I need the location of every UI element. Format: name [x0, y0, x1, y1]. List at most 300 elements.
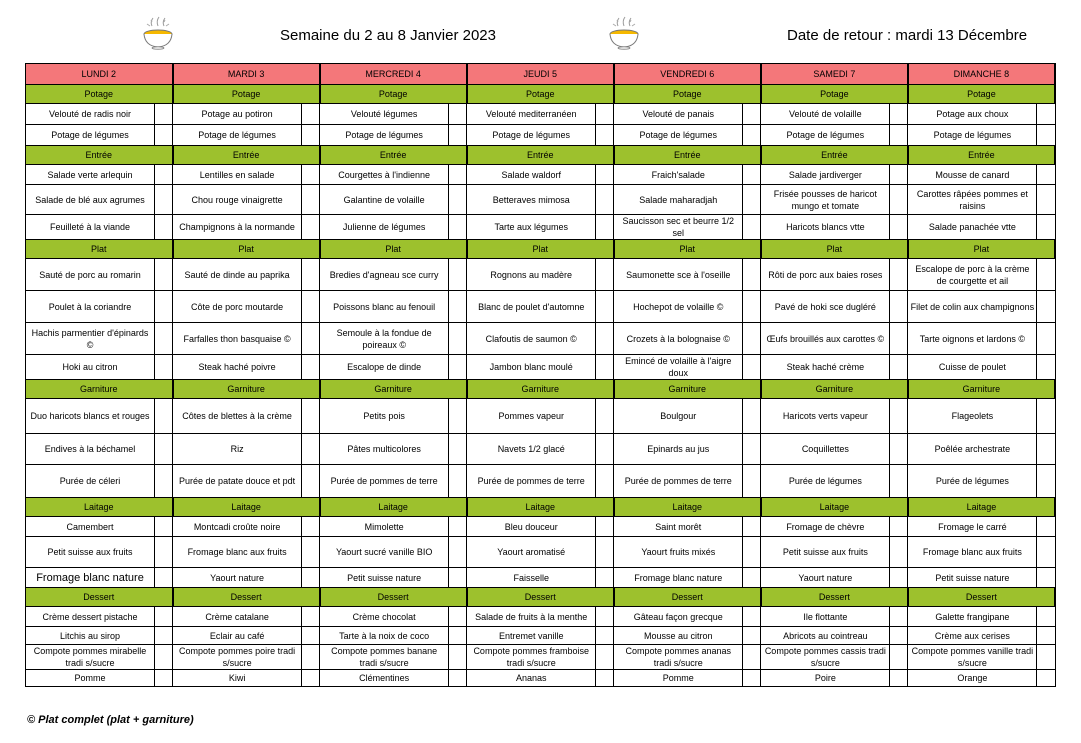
section-header: Potage — [761, 85, 908, 104]
menu-item: Sauté de dinde au paprika — [173, 259, 302, 291]
menu-item: Salade jardiverger — [761, 165, 890, 185]
menu-item: Purée de légumes — [761, 465, 890, 498]
section-header: Entrée — [26, 146, 173, 165]
menu-item: Steak haché poivre — [173, 355, 302, 380]
section-header: Entrée — [173, 146, 320, 165]
empty-cell — [1037, 517, 1055, 537]
empty-cell — [890, 323, 908, 355]
section-header-row — [26, 85, 1056, 104]
empty-cell — [302, 537, 320, 568]
menu-item: Sauté de porc au romarin — [26, 259, 155, 291]
menu-item: Crème aux cerises — [908, 627, 1037, 645]
menu-item: Hochepot de volaille © — [614, 291, 743, 323]
section-header: Entrée — [320, 146, 467, 165]
empty-cell — [302, 627, 320, 645]
empty-cell — [596, 104, 614, 125]
empty-cell — [1037, 607, 1055, 627]
menu-item: Compote pommes mirabelle tradi s/sucre — [26, 645, 155, 670]
section-header-row — [26, 498, 1056, 517]
menu-item: Velouté légumes — [320, 104, 449, 125]
empty-cell — [890, 537, 908, 568]
menu-item: Petits pois — [320, 399, 449, 434]
empty-cell — [1037, 670, 1055, 687]
empty-cell — [890, 291, 908, 323]
menu-item: Rôti de porc aux baies roses — [761, 259, 890, 291]
menu-row — [26, 399, 1056, 434]
menu-table — [25, 63, 1056, 687]
menu-item: Bleu douceur — [467, 517, 596, 537]
empty-cell — [155, 104, 173, 125]
section-header: Garniture — [761, 380, 908, 399]
menu-item: Petit suisse aux fruits — [26, 537, 155, 568]
section-header: Potage — [908, 85, 1055, 104]
menu-row — [26, 125, 1056, 146]
day-header: DIMANCHE 8 — [908, 64, 1055, 85]
menu-item: Compote pommes framboise tradi s/sucre — [467, 645, 596, 670]
section-header: Plat — [761, 240, 908, 259]
menu-item: Riz — [173, 434, 302, 465]
empty-cell — [449, 104, 467, 125]
menu-item: Bredies d'agneau sce curry — [320, 259, 449, 291]
empty-cell — [155, 355, 173, 380]
section-header: Dessert — [173, 588, 320, 607]
empty-cell — [449, 568, 467, 588]
section-header-row — [26, 588, 1056, 607]
menu-item: Fromage blanc aux fruits — [173, 537, 302, 568]
empty-cell — [596, 537, 614, 568]
menu-item: Yaourt nature — [173, 568, 302, 588]
menu-item: Purée de pommes de terre — [467, 465, 596, 498]
menu-item: Galette frangipane — [908, 607, 1037, 627]
empty-cell — [449, 165, 467, 185]
empty-cell — [302, 259, 320, 291]
day-header: MARDI 3 — [173, 64, 320, 85]
empty-cell — [743, 104, 761, 125]
menu-table-body — [26, 64, 1056, 687]
menu-item: Compote pommes poire tradi s/sucre — [173, 645, 302, 670]
section-header: Garniture — [26, 380, 173, 399]
menu-item: Tarte aux légumes — [467, 215, 596, 240]
empty-cell — [596, 125, 614, 146]
empty-cell — [743, 399, 761, 434]
empty-cell — [743, 607, 761, 627]
menu-item: Compote pommes ananas tradi s/sucre — [614, 645, 743, 670]
section-header: Potage — [173, 85, 320, 104]
empty-cell — [155, 259, 173, 291]
empty-cell — [302, 323, 320, 355]
empty-cell — [743, 215, 761, 240]
empty-cell — [596, 259, 614, 291]
empty-cell — [596, 215, 614, 240]
menu-item: Mimolette — [320, 517, 449, 537]
menu-item: Feuilleté à la viande — [26, 215, 155, 240]
menu-item: Jambon blanc moulé — [467, 355, 596, 380]
empty-cell — [596, 434, 614, 465]
menu-item: Purée de pommes de terre — [320, 465, 449, 498]
menu-item: Compote pommes vanille tradi s/sucre — [908, 645, 1037, 670]
empty-cell — [155, 607, 173, 627]
menu-item: Emincé de volaille à l'aigre doux — [614, 355, 743, 380]
empty-cell — [890, 399, 908, 434]
empty-cell — [596, 291, 614, 323]
menu-item: Salade waldorf — [467, 165, 596, 185]
empty-cell — [743, 355, 761, 380]
empty-cell — [1037, 125, 1055, 146]
menu-row — [26, 627, 1056, 645]
menu-item: Velouté de volaille — [761, 104, 890, 125]
menu-item: Semoule à la fondue de poireaux © — [320, 323, 449, 355]
menu-item: Faisselle — [467, 568, 596, 588]
menu-item: Kiwi — [173, 670, 302, 687]
section-header: Entrée — [614, 146, 761, 165]
menu-item: Petit suisse aux fruits — [761, 537, 890, 568]
menu-item: Pavé de hoki sce dugléré — [761, 291, 890, 323]
menu-item: Haricots blancs vtte — [761, 215, 890, 240]
day-header: MERCREDI 4 — [320, 64, 467, 85]
menu-item: Pomme — [26, 670, 155, 687]
menu-item: Velouté de panais — [614, 104, 743, 125]
empty-cell — [155, 291, 173, 323]
empty-cell — [302, 670, 320, 687]
menu-item: Boulgour — [614, 399, 743, 434]
menu-item: Coquillettes — [761, 434, 890, 465]
menu-item: Eclair au café — [173, 627, 302, 645]
menu-item: Fromage blanc nature — [614, 568, 743, 588]
day-header-row — [26, 64, 1056, 85]
menu-item: Tarte à la noix de coco — [320, 627, 449, 645]
menu-item: Saint morêt — [614, 517, 743, 537]
section-header: Potage — [26, 85, 173, 104]
menu-item: Duo haricots blancs et rouges — [26, 399, 155, 434]
menu-item: Ananas — [467, 670, 596, 687]
menu-item: Crozets à la bolognaise © — [614, 323, 743, 355]
empty-cell — [449, 645, 467, 670]
empty-cell — [1037, 185, 1055, 215]
empty-cell — [890, 465, 908, 498]
menu-item: Entremet vanille — [467, 627, 596, 645]
menu-item: Compote pommes banane tradi s/sucre — [320, 645, 449, 670]
empty-cell — [449, 259, 467, 291]
empty-cell — [155, 465, 173, 498]
section-header: Potage — [614, 85, 761, 104]
empty-cell — [1037, 537, 1055, 568]
empty-cell — [302, 399, 320, 434]
empty-cell — [1037, 627, 1055, 645]
empty-cell — [449, 627, 467, 645]
empty-cell — [155, 399, 173, 434]
menu-row — [26, 165, 1056, 185]
section-header: Plat — [614, 240, 761, 259]
empty-cell — [743, 259, 761, 291]
empty-cell — [449, 517, 467, 537]
menu-item: Potage de légumes — [908, 125, 1037, 146]
menu-row — [26, 291, 1056, 323]
empty-cell — [449, 215, 467, 240]
menu-item: Salade panachée vtte — [908, 215, 1037, 240]
menu-row — [26, 465, 1056, 498]
section-header: Plat — [173, 240, 320, 259]
menu-item: Escalope de dinde — [320, 355, 449, 380]
empty-cell — [1037, 323, 1055, 355]
empty-cell — [890, 568, 908, 588]
menu-item: Navets 1/2 glacé — [467, 434, 596, 465]
menu-item: Fromage blanc nature — [26, 568, 155, 588]
section-header: Laitage — [908, 498, 1055, 517]
empty-cell — [890, 125, 908, 146]
section-header: Garniture — [173, 380, 320, 399]
empty-cell — [596, 185, 614, 215]
section-header-row — [26, 380, 1056, 399]
section-header: Dessert — [761, 588, 908, 607]
empty-cell — [449, 125, 467, 146]
empty-cell — [302, 125, 320, 146]
menu-item: Clémentines — [320, 670, 449, 687]
empty-cell — [302, 568, 320, 588]
menu-item: Escalope de porc à la crème de courgette et ail — [908, 259, 1037, 291]
empty-cell — [155, 434, 173, 465]
empty-cell — [302, 645, 320, 670]
menu-row — [26, 537, 1056, 568]
menu-item: Purée de céleri — [26, 465, 155, 498]
empty-cell — [302, 104, 320, 125]
empty-cell — [890, 627, 908, 645]
menu-item: Potage aux choux — [908, 104, 1037, 125]
empty-cell — [1037, 355, 1055, 380]
menu-item: Betteraves mimosa — [467, 185, 596, 215]
menu-item: Tarte oignons et lardons © — [908, 323, 1037, 355]
empty-cell — [743, 125, 761, 146]
empty-cell — [449, 434, 467, 465]
empty-cell — [743, 185, 761, 215]
empty-cell — [596, 323, 614, 355]
page-title: Semaine du 2 au 8 Janvier 2023 — [280, 27, 496, 44]
soup-bowl-icon — [606, 14, 642, 50]
menu-item: Hoki au citron — [26, 355, 155, 380]
menu-item: Crème dessert pistache — [26, 607, 155, 627]
menu-item: Fraich'salade — [614, 165, 743, 185]
empty-cell — [1037, 259, 1055, 291]
empty-cell — [596, 627, 614, 645]
menu-item: Purée de pommes de terre — [614, 465, 743, 498]
menu-item: Yaourt fruits mixés — [614, 537, 743, 568]
section-header: Dessert — [320, 588, 467, 607]
menu-item: Rognons au madère — [467, 259, 596, 291]
menu-item: Côtes de blettes à la crème — [173, 399, 302, 434]
empty-cell — [155, 185, 173, 215]
empty-cell — [596, 568, 614, 588]
day-header: SAMEDI 7 — [761, 64, 908, 85]
menu-item: Steak haché crème — [761, 355, 890, 380]
day-header: VENDREDI 6 — [614, 64, 761, 85]
empty-cell — [155, 125, 173, 146]
menu-item: Litchis au sirop — [26, 627, 155, 645]
menu-item: Poulet à la coriandre — [26, 291, 155, 323]
empty-cell — [596, 607, 614, 627]
menu-item: Chou rouge vinaigrette — [173, 185, 302, 215]
menu-item: Salade maharadjah — [614, 185, 743, 215]
empty-cell — [155, 670, 173, 687]
menu-item: Frisée pousses de haricot mungo et tomate — [761, 185, 890, 215]
empty-cell — [1037, 104, 1055, 125]
empty-cell — [1037, 399, 1055, 434]
empty-cell — [743, 537, 761, 568]
empty-cell — [155, 517, 173, 537]
menu-row — [26, 568, 1056, 588]
empty-cell — [449, 291, 467, 323]
menu-item: Mousse de canard — [908, 165, 1037, 185]
menu-item: Crème chocolat — [320, 607, 449, 627]
menu-item: Fromage le carré — [908, 517, 1037, 537]
menu-item: Compote pommes cassis tradi s/sucre — [761, 645, 890, 670]
section-header: Plat — [908, 240, 1055, 259]
empty-cell — [302, 434, 320, 465]
menu-item: Orange — [908, 670, 1037, 687]
section-header: Garniture — [320, 380, 467, 399]
empty-cell — [890, 104, 908, 125]
menu-item: Flageolets — [908, 399, 1037, 434]
empty-cell — [302, 185, 320, 215]
menu-item: Mousse au citron — [614, 627, 743, 645]
empty-cell — [743, 165, 761, 185]
menu-item: Yaourt aromatisé — [467, 537, 596, 568]
empty-cell — [743, 517, 761, 537]
menu-item: Ile flottante — [761, 607, 890, 627]
menu-item: Haricots verts vapeur — [761, 399, 890, 434]
day-header: JEUDI 5 — [467, 64, 614, 85]
empty-cell — [743, 627, 761, 645]
menu-item: Fromage de chèvre — [761, 517, 890, 537]
section-header: Dessert — [908, 588, 1055, 607]
empty-cell — [449, 323, 467, 355]
section-header: Laitage — [614, 498, 761, 517]
menu-item: Fromage blanc aux fruits — [908, 537, 1037, 568]
empty-cell — [449, 607, 467, 627]
menu-item: Salade de blé aux agrumes — [26, 185, 155, 215]
menu-item: Endives à la béchamel — [26, 434, 155, 465]
footnote: © Plat complet (plat + garniture) — [27, 714, 194, 726]
empty-cell — [302, 215, 320, 240]
empty-cell — [302, 517, 320, 537]
menu-item: Velouté mediterranéen — [467, 104, 596, 125]
section-header: Garniture — [614, 380, 761, 399]
page-header — [0, 0, 1081, 62]
empty-cell — [155, 165, 173, 185]
section-header: Laitage — [320, 498, 467, 517]
empty-cell — [302, 465, 320, 498]
empty-cell — [890, 355, 908, 380]
menu-item: Carottes râpées pommes et raisins — [908, 185, 1037, 215]
menu-item: Velouté de radis noir — [26, 104, 155, 125]
empty-cell — [449, 537, 467, 568]
soup-bowl-icon — [140, 14, 176, 50]
menu-item: Crème catalane — [173, 607, 302, 627]
empty-cell — [743, 434, 761, 465]
section-header: Laitage — [26, 498, 173, 517]
empty-cell — [1037, 645, 1055, 670]
empty-cell — [890, 434, 908, 465]
menu-row — [26, 323, 1056, 355]
empty-cell — [596, 399, 614, 434]
section-header: Plat — [467, 240, 614, 259]
menu-item: Purée de légumes — [908, 465, 1037, 498]
menu-row — [26, 670, 1056, 687]
empty-cell — [890, 517, 908, 537]
empty-cell — [449, 185, 467, 215]
empty-cell — [743, 323, 761, 355]
menu-item: Potage de légumes — [320, 125, 449, 146]
section-header: Plat — [26, 240, 173, 259]
section-header: Entrée — [761, 146, 908, 165]
menu-item: Farfalles thon basquaise © — [173, 323, 302, 355]
empty-cell — [155, 645, 173, 670]
menu-item: Abricots au cointreau — [761, 627, 890, 645]
menu-item: Œufs brouillés aux carottes © — [761, 323, 890, 355]
menu-item: Yaourt sucré vanille BIO — [320, 537, 449, 568]
menu-item: Cuisse de poulet — [908, 355, 1037, 380]
menu-row — [26, 434, 1056, 465]
menu-item: Potage de légumes — [173, 125, 302, 146]
menu-item: Purée de patate douce et pdt — [173, 465, 302, 498]
menu-item: Julienne de légumes — [320, 215, 449, 240]
empty-cell — [743, 645, 761, 670]
empty-cell — [155, 215, 173, 240]
menu-row — [26, 645, 1056, 670]
menu-item: Galantine de volaille — [320, 185, 449, 215]
menu-item: Poire — [761, 670, 890, 687]
menu-item: Yaourt nature — [761, 568, 890, 588]
empty-cell — [890, 259, 908, 291]
empty-cell — [1037, 215, 1055, 240]
menu-item: Clafoutis de saumon © — [467, 323, 596, 355]
empty-cell — [596, 165, 614, 185]
menu-item: Poêlée archestrate — [908, 434, 1037, 465]
empty-cell — [890, 645, 908, 670]
menu-item: Pommes vapeur — [467, 399, 596, 434]
menu-item: Saucisson sec et beurre 1/2 sel — [614, 215, 743, 240]
empty-cell — [449, 399, 467, 434]
section-header-row — [26, 240, 1056, 259]
empty-cell — [890, 165, 908, 185]
menu-item: Blanc de poulet d'automne — [467, 291, 596, 323]
empty-cell — [890, 670, 908, 687]
empty-cell — [743, 568, 761, 588]
empty-cell — [1037, 568, 1055, 588]
empty-cell — [1037, 165, 1055, 185]
menu-row — [26, 104, 1056, 125]
section-header: Garniture — [908, 380, 1055, 399]
menu-row — [26, 215, 1056, 240]
empty-cell — [155, 323, 173, 355]
menu-item: Potage au potiron — [173, 104, 302, 125]
empty-cell — [890, 607, 908, 627]
empty-cell — [890, 215, 908, 240]
menu-item: Saumonette sce à l'oseille — [614, 259, 743, 291]
menu-item: Pomme — [614, 670, 743, 687]
menu-item: Potage de légumes — [761, 125, 890, 146]
empty-cell — [596, 645, 614, 670]
menu-item: Pâtes multicolores — [320, 434, 449, 465]
menu-item: Côte de porc moutarde — [173, 291, 302, 323]
section-header: Laitage — [173, 498, 320, 517]
section-header: Dessert — [26, 588, 173, 607]
empty-cell — [155, 627, 173, 645]
empty-cell — [155, 568, 173, 588]
empty-cell — [890, 185, 908, 215]
section-header-row — [26, 146, 1056, 165]
empty-cell — [302, 165, 320, 185]
empty-cell — [596, 465, 614, 498]
menu-item: Potage de légumes — [26, 125, 155, 146]
